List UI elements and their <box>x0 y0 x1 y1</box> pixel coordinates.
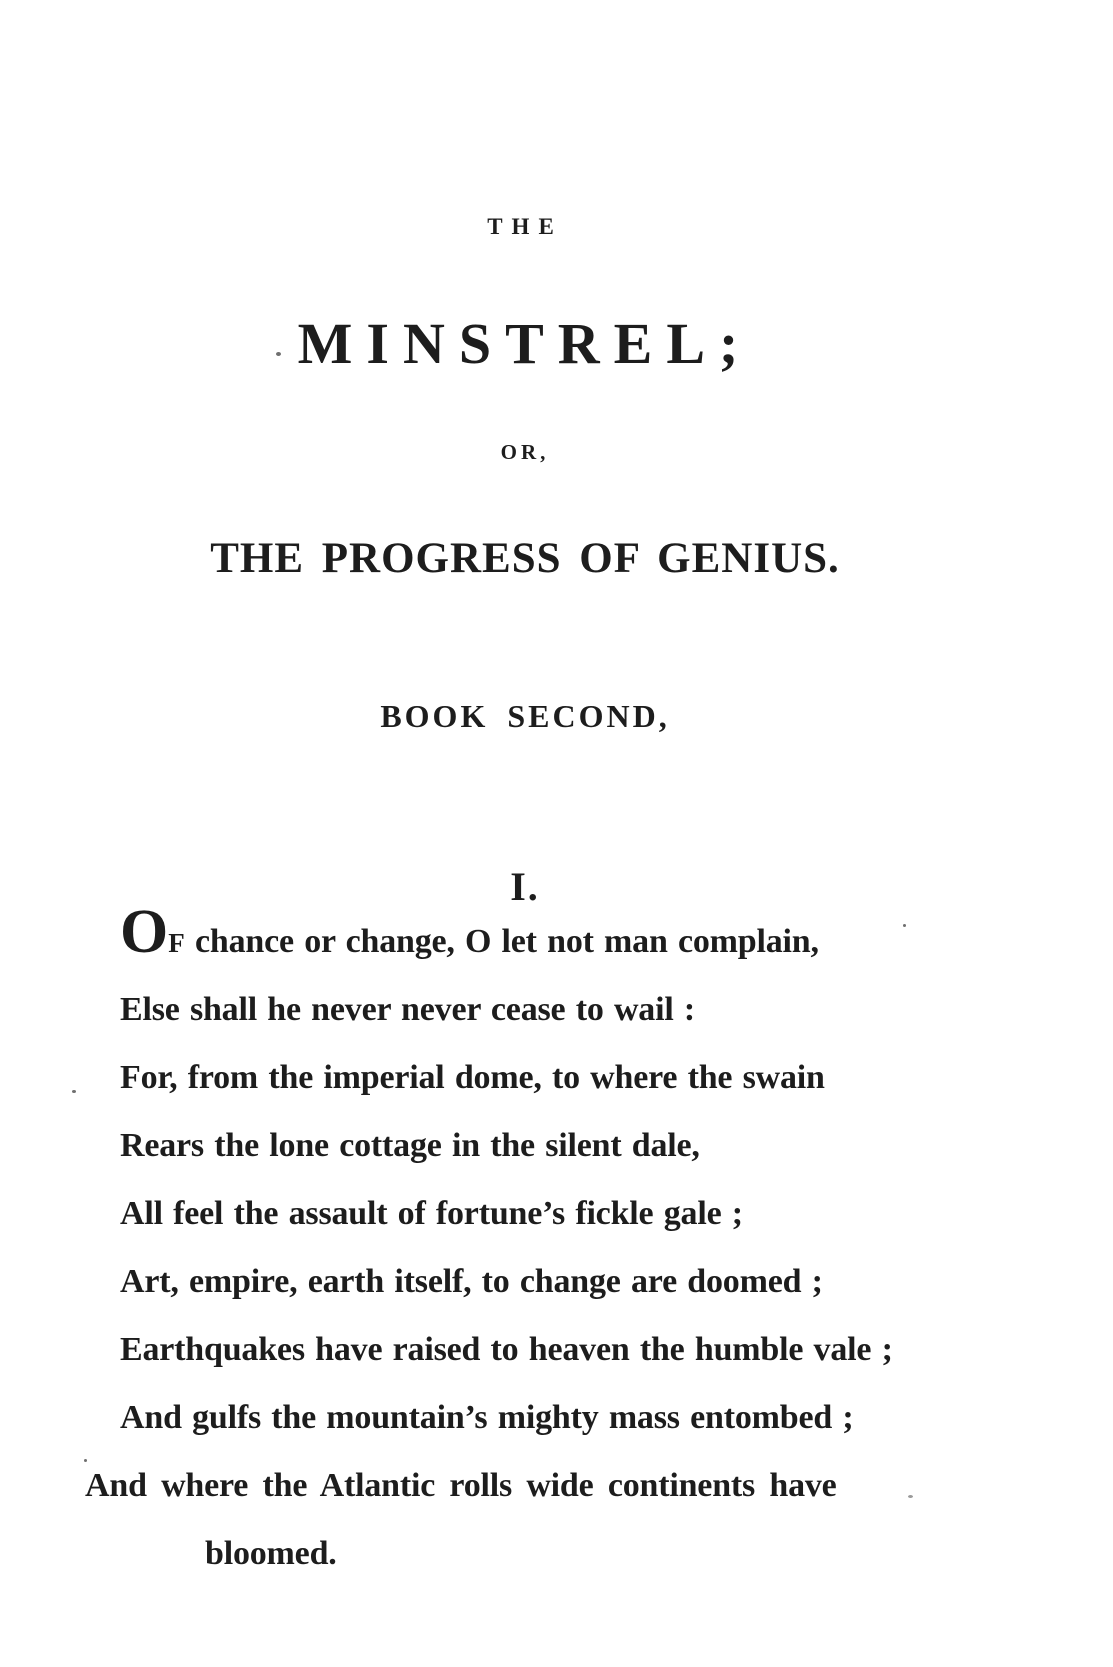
scan-artifact <box>903 924 906 927</box>
stanza-text <box>0 898 1113 1588</box>
title-connector: OR, <box>500 440 550 464</box>
poem-line: Earthquakes have raised to heaven the humble vale ; <box>120 1331 893 1368</box>
scan-artifact <box>276 352 281 356</box>
poem-line <box>0 898 1113 976</box>
poem-line: Else shall he never never cease to wail : <box>120 991 696 1028</box>
poem-line: And gulfs the mountain’s mighty mass entombed ; <box>120 1399 854 1436</box>
poem-line: Art, empire, earth itself, to change are doomed ; <box>120 1263 823 1300</box>
poem-line: Rears the lone cottage in the silent dale, <box>120 1127 700 1164</box>
stanza-number: I. <box>510 864 540 909</box>
poem-line-text: chance or change, O let not man complain, <box>184 923 819 960</box>
poem-line: All feel the assault of fortune’s fickle gale ; <box>120 1195 743 1232</box>
scan-artifact <box>72 1090 76 1093</box>
book-heading: BOOK SECOND, <box>380 698 670 734</box>
poem-line: bloomed. <box>205 1535 337 1572</box>
half-title: THE <box>487 214 563 239</box>
poem-line: For, from the imperial dome, to where the swain <box>120 1059 825 1096</box>
subtitle: THE PROGRESS OF GENIUS. <box>210 535 840 582</box>
lead-small-capital: F <box>168 928 185 958</box>
drop-cap-initial: O <box>120 898 169 966</box>
scan-artifact <box>908 1495 913 1498</box>
scan-artifact <box>84 1459 87 1462</box>
page-title: MINSTREL; <box>297 311 753 376</box>
poem-line: And where the Atlantic rolls wide continents have <box>85 1467 837 1504</box>
